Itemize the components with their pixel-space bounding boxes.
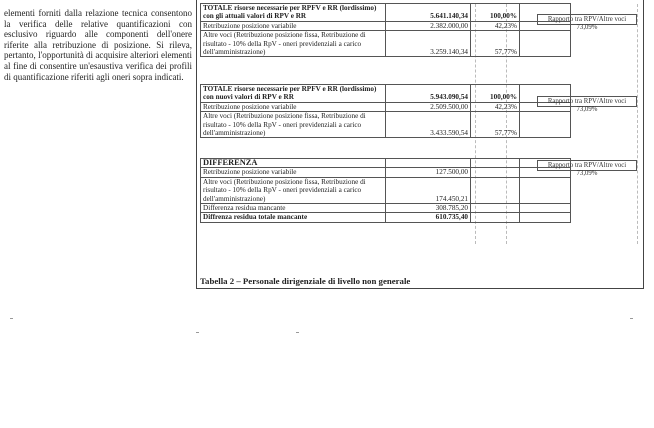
table-row-pct: 42,23% — [471, 102, 520, 111]
scan-mark — [296, 332, 299, 333]
ratio-label: Rapporto tra RPV/Altre voci — [537, 160, 637, 171]
table-difference — [200, 158, 571, 223]
table-row-amount: 3.259.140,34 — [386, 31, 471, 57]
table-caption: Tabella 2 – Personale dirigenziale di livello non generale — [200, 276, 411, 286]
scan-mark — [10, 318, 13, 319]
left-paragraph: elementi forniti dalla relazione tecnica consentono la verifica delle relative quantificazioni con esclusivo riguardo alle componenti dell'onere riferite alla retribuzione di posizione. Si rileva, pertanto, l'opportunità di acquisire alteriori elementi al fine di consentire un'esaustiva verifica dei profili di quantificazione riferiti agli oneri sopra indicati. — [4, 8, 192, 82]
dashed-guide — [637, 4, 638, 244]
table-row-amount: 2.382.000,00 — [386, 21, 471, 30]
table-row-amount: 127.500,00 — [386, 168, 471, 177]
table-cell-empty — [520, 31, 571, 57]
table-row-pct: 57,77% — [471, 31, 520, 57]
table-row-amount: 2.509.500,00 — [386, 102, 471, 111]
table-cell-empty — [471, 177, 520, 203]
table-header-pct: 100,00% — [471, 85, 520, 103]
table-cell-empty — [520, 177, 571, 203]
ratio-label: Rapporto tra RPV/Altre voci — [537, 96, 637, 107]
table-current-values — [200, 3, 571, 57]
table-cell-empty — [386, 159, 471, 168]
scan-mark — [630, 318, 633, 319]
table-header-label: TOTALE risorse necessarie per RPFV e RR (lordissimo) con gli attuali valori di RPV e RR — [201, 4, 386, 22]
table-row-label: Altre voci (Retribuzione posizione fissa, Retribuzione di risultato - 10% della RpV - oneri previdenziali a carico dell'amministrazione) — [201, 112, 386, 138]
ratio-value: 73,09% — [576, 170, 598, 177]
table-row-label: Altre voci (Retribuzione posizione fissa, Retribuzione di risultato - 10% della RpV - oneri previdenziali a carico dell'amministrazione) — [201, 177, 386, 203]
table-header-amount: 5.641.140,34 — [386, 4, 471, 22]
table-row-label: Retribuzione posizione variabile — [201, 102, 386, 111]
table-header-amount: 5.943.090,54 — [386, 85, 471, 103]
table-row-amount: 174.450,21 — [386, 177, 471, 203]
table-row-label: Diffrenza residua totale mancante — [201, 213, 386, 222]
ratio-label: Rapporto tra RPV/Altre voci — [537, 14, 637, 25]
table-row-pct: 42,23% — [471, 21, 520, 30]
table-row-label: Retribuzione posizione variabile — [201, 21, 386, 30]
table-cell-empty — [471, 204, 520, 213]
table-row-label: Altre voci (Retribuzione posizione fissa, Retribuzione di risultato - 10% della RpV - oneri previdenziali a carico dell'amministrazione) — [201, 31, 386, 57]
table-cell-empty — [520, 213, 571, 222]
table-cell-empty — [471, 168, 520, 177]
table-header-label: TOTALE risorse necessarie per RPFV e RR (lordissimo) con nuovi valori di RPV e RR — [201, 85, 386, 103]
table-row-label: Differenza residua mancante — [201, 204, 386, 213]
scan-mark — [196, 332, 199, 333]
table-row-label: Retribuzione posizione variabile — [201, 168, 386, 177]
table-row-amount: 3.433.590,54 — [386, 112, 471, 138]
table-cell-empty — [471, 159, 520, 168]
table-header-label: DIFFERENZA — [201, 159, 386, 168]
table-cell-empty — [520, 204, 571, 213]
table-row-pct: 57,77% — [471, 112, 520, 138]
table-new-values — [200, 84, 571, 138]
table-row-amount: 610.735,40 — [386, 213, 471, 222]
ratio-value: 73,09% — [576, 24, 598, 31]
table-row-amount: 308.785,20 — [386, 204, 471, 213]
table-header-pct: 100,00% — [471, 4, 520, 22]
table-cell-empty — [471, 213, 520, 222]
ratio-value: 73,09% — [576, 106, 598, 113]
table-cell-empty — [520, 112, 571, 138]
